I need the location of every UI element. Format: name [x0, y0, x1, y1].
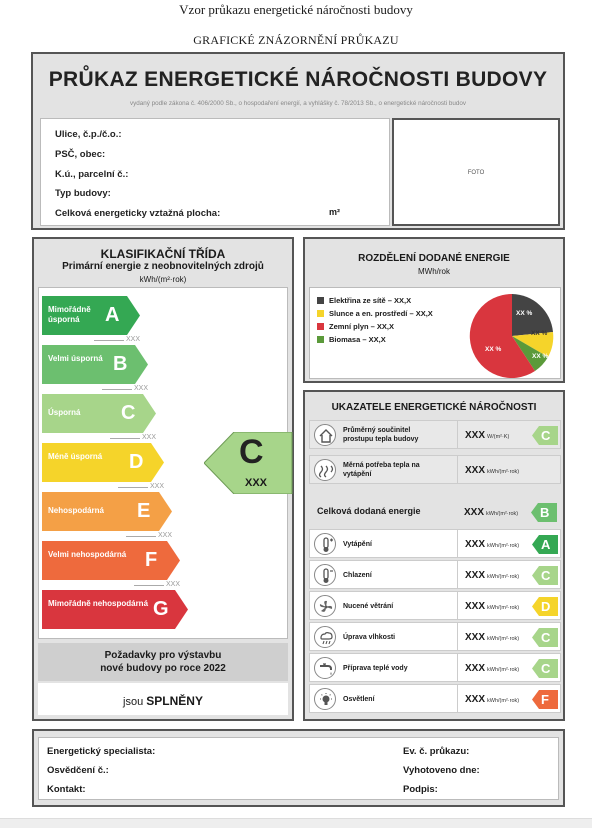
classification-subtitle: Primární energie z neobnovitelných zdrojů — [62, 261, 264, 272]
indicator-unit: W/(m²·K) — [487, 434, 510, 440]
legend-gas: Zemní plyn – XX,X — [317, 322, 394, 331]
field-building-type: Typ budovy: — [55, 188, 111, 199]
indicator-unit: kWh/(m²·rok) — [487, 636, 520, 642]
indicator-class-letter: C — [541, 428, 551, 443]
document-title: Vzor průkazu energetické náročnosti budovy — [179, 2, 413, 17]
indicator-label: Osvětlení — [343, 696, 375, 703]
threshold-line — [94, 340, 124, 341]
indicators-title: UKAZATELE ENERGETICKÉ NÁROČNOSTI — [331, 402, 537, 413]
legend-biomass: Biomasa – XX,X — [317, 335, 386, 344]
legend-solar: Slunce a en. prostředí – XX,X — [317, 309, 433, 318]
pie-label-solar: XX % — [531, 330, 548, 337]
class-arrow-c — [42, 394, 157, 433]
pie-label-electricity: XX % — [516, 310, 533, 317]
specialist-footer — [32, 729, 565, 807]
indicator-label: Měrná potřeba tepla na vytápění — [343, 462, 420, 478]
threshold-value: XXX — [126, 336, 141, 343]
current-class-letter: C — [239, 433, 264, 471]
class-arrow-b — [42, 345, 149, 384]
indicator-class-badge — [532, 566, 558, 585]
class-arrow-label: Nehospodárná — [48, 506, 105, 515]
indicator-label: Celková dodaná energie — [317, 506, 421, 516]
indicator-class-letter: C — [541, 630, 551, 645]
heat-icon — [314, 459, 336, 481]
legend-swatch — [317, 323, 324, 330]
indicator-row — [309, 591, 561, 620]
indicator-value — [465, 694, 519, 705]
threshold-value: XXX — [150, 483, 165, 490]
legend-swatch — [317, 297, 324, 304]
field-postcode: PSČ, obec: — [55, 149, 106, 160]
threshold-line — [134, 585, 164, 586]
indicator-separator — [457, 654, 458, 681]
indicator-class-letter: A — [541, 537, 551, 552]
indicator-separator — [457, 685, 458, 712]
indicator-row — [309, 455, 561, 484]
distribution-title: ROZDĚLENÍ DODANÉ ENERGIE — [358, 253, 510, 264]
indicator-row — [309, 560, 561, 589]
requirements-result-status: SPLNĚNY — [146, 694, 203, 708]
indicator-unit: kWh/(m²·rok) — [487, 543, 520, 549]
indicator-row — [309, 498, 561, 527]
current-class-value: XXX — [245, 477, 268, 489]
certificate-title: PRŮKAZ ENERGETICKÉ NÁROČNOSTI BUDOVY — [48, 68, 548, 91]
indicator-separator — [457, 456, 458, 483]
energy-pie-chart — [469, 293, 555, 379]
class-arrow-letter: C — [121, 402, 136, 424]
humidity-icon — [314, 626, 336, 648]
fan-icon — [314, 595, 336, 617]
class-scale — [38, 287, 288, 639]
class-arrow-letter: A — [105, 304, 120, 326]
class-arrow-label: Mimořádně nehospodárná — [48, 599, 149, 608]
indicator-separator — [457, 623, 458, 650]
requirements-result-prefix: jsou — [123, 696, 144, 708]
certificate-header — [31, 52, 565, 230]
threshold-line — [102, 389, 132, 390]
class-arrow-f — [42, 541, 181, 580]
indicator-class-badge — [532, 426, 558, 445]
indicator-separator — [457, 530, 458, 557]
field-contact: Kontakt: — [47, 784, 86, 795]
classification-panel — [32, 237, 294, 721]
field-issue-date: Vyhotoveno dne: — [403, 765, 480, 776]
photo-label: FOTO — [467, 170, 485, 176]
indicator-row — [309, 653, 561, 682]
indicator-value — [465, 570, 519, 581]
indicator-label: Průměrný součinitel prostupu tepla budovy — [343, 427, 419, 443]
class-arrow-letter: B — [113, 353, 128, 375]
requirements-result — [38, 683, 288, 715]
indicator-value-number: XXX — [465, 570, 486, 581]
indicator-value — [465, 465, 519, 476]
threshold-line — [126, 536, 156, 537]
indicator-label: Příprava teplé vody — [343, 665, 408, 672]
classification-unit: kWh/(m²·rok) — [139, 275, 187, 284]
specialist-info — [38, 737, 559, 800]
indicator-row — [309, 529, 561, 558]
requirements-line2: nové budovy po roce 2022 — [100, 663, 226, 674]
threshold-line — [118, 487, 148, 488]
class-arrow-letter: E — [137, 500, 151, 522]
class-arrow-label: Méně úsporná — [48, 452, 103, 461]
indicator-row — [309, 420, 561, 449]
legend-electricity: Elektřina ze sítě – XX,X — [317, 296, 411, 305]
indicator-row — [309, 622, 561, 651]
indicator-unit: kWh/(m²·rok) — [487, 469, 520, 475]
indicator-label: Chlazení — [343, 572, 372, 579]
photo-placeholder — [392, 118, 560, 226]
indicator-class-badge — [531, 503, 557, 522]
indicator-class-badge — [532, 659, 558, 678]
indicator-class-letter: B — [540, 505, 550, 520]
legend-swatch — [317, 336, 324, 343]
indicator-unit: kWh/(m²·rok) — [487, 667, 520, 673]
indicator-separator — [457, 592, 458, 619]
field-registration-no: Ev. č. průkazu: — [403, 746, 470, 757]
indicator-value — [465, 632, 519, 643]
class-arrow-label: Úsporná — [48, 408, 81, 417]
threshold-value: XXX — [134, 385, 149, 392]
indicator-class-letter: D — [541, 599, 551, 614]
certificate-legal-basis: vydaný podle zákona č. 406/2000 Sb., o hospodaření energií, a vyhlášky č. 78/2013 Sb., o energetické náročnosti budov — [129, 100, 467, 107]
class-arrow-letter: F — [145, 549, 158, 571]
indicator-unit: kWh/(m²·rok) — [487, 698, 520, 704]
legend-swatch — [317, 310, 324, 317]
indicator-unit: kWh/(m²·rok) — [486, 511, 519, 517]
indicator-value — [464, 507, 518, 518]
indicator-class-badge — [532, 690, 558, 709]
thermometer-plus-icon — [314, 533, 336, 555]
faucet-icon — [314, 657, 336, 679]
class-arrow-g — [42, 590, 189, 629]
distribution-unit: MWh/rok — [418, 267, 450, 276]
field-certificate-no: Osvědčení č.: — [47, 765, 109, 776]
bulb-icon — [314, 688, 336, 710]
indicator-value-number: XXX — [465, 430, 486, 441]
classification-title: KLASIFIKAČNÍ TŘÍDA — [100, 247, 226, 261]
class-arrow-letter: D — [129, 451, 144, 473]
indicator-value-number: XXX — [465, 539, 486, 550]
class-arrow-label: Mimořádně úsporná — [48, 305, 91, 324]
threshold-value: XXX — [158, 532, 173, 539]
indicator-class-letter: F — [541, 692, 549, 707]
indicator-unit: kWh/(m²·rok) — [487, 574, 520, 580]
indicator-class-letter: C — [541, 568, 551, 583]
class-arrow-shape — [42, 345, 149, 384]
indicator-label: Nucené větrání — [343, 603, 394, 610]
indicator-separator — [457, 421, 458, 448]
threshold-value: XXX — [166, 581, 181, 588]
class-arrow-letter: G — [153, 598, 169, 620]
requirements-line1: Požadavky pro výstavbu — [104, 650, 222, 661]
indicator-value-number: XXX — [465, 465, 486, 476]
field-floor-area: Celková energeticky vztažná plocha: — [55, 208, 221, 219]
indicator-value-number: XXX — [465, 601, 486, 612]
indicators-panel — [303, 390, 565, 721]
indicator-label: Vytápění — [343, 541, 372, 548]
class-arrow-label: Velmi úsporná — [48, 354, 103, 363]
indicator-class-badge — [532, 597, 558, 616]
field-cadastral: K.ú., parcelní č.: — [55, 169, 129, 180]
field-signature: Podpis: — [403, 784, 438, 795]
indicator-separator — [457, 561, 458, 588]
indicator-value — [465, 539, 519, 550]
class-arrow-d — [42, 443, 165, 482]
pie-label-gas: XX % — [485, 346, 502, 353]
threshold-value: XXX — [142, 434, 157, 441]
energy-distribution-panel — [303, 237, 565, 383]
class-arrow-label: Velmi nehospodárná — [48, 550, 127, 559]
indicator-row — [309, 684, 561, 713]
indicator-class-badge — [532, 628, 558, 647]
thermometer-minus-icon — [314, 564, 336, 586]
distribution-content — [309, 287, 561, 379]
indicator-class-letter: C — [541, 661, 551, 676]
pie-label-biomass: XX % — [532, 353, 549, 360]
threshold-line — [110, 438, 140, 439]
indicator-class-badge — [532, 535, 558, 554]
indicator-value-number: XXX — [464, 507, 485, 518]
indicator-unit: kWh/(m²·rok) — [487, 605, 520, 611]
requirements-box — [38, 643, 288, 681]
house-icon — [314, 424, 336, 446]
document-subtitle: GRAFICKÉ ZNÁZORNĚNÍ PRŮKAZU — [193, 33, 399, 47]
indicator-value-number: XXX — [465, 663, 486, 674]
class-arrow-a — [42, 296, 141, 335]
indicator-label: Úprava vlhkosti — [343, 634, 396, 641]
page-bottom-edge — [0, 818, 592, 828]
area-unit: m² — [329, 207, 340, 217]
indicator-value — [465, 663, 519, 674]
class-arrow-e — [42, 492, 173, 531]
class-arrow-shape — [42, 541, 181, 580]
indicator-value — [465, 601, 519, 612]
field-specialist: Energetický specialista: — [47, 746, 156, 757]
indicator-value-number: XXX — [465, 632, 486, 643]
class-arrow-shape — [42, 443, 165, 482]
indicator-value — [465, 430, 509, 441]
address-box — [40, 118, 390, 226]
field-street: Ulice, č.p./č.o.: — [55, 129, 122, 140]
indicator-value-number: XXX — [465, 694, 486, 705]
